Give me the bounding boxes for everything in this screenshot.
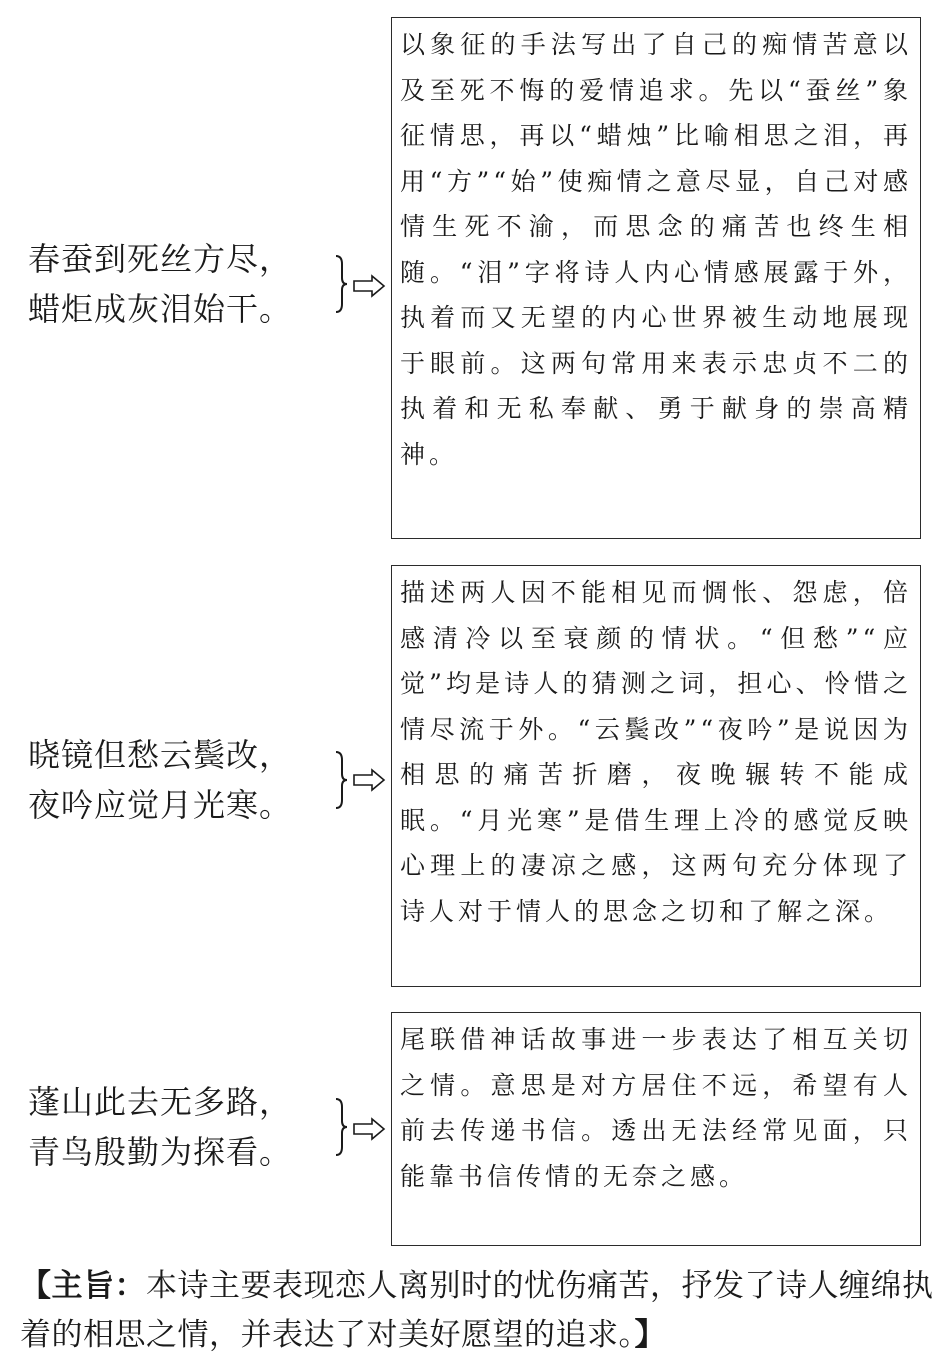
- note-box-2: 描述两人因不能相见而惆怅、怨虑，倍感清冷以至衰颜的情状。“但愁”“应觉”均是诗人的猜测之词，担心、怜惜之情尽流于外。“云鬓改”“夜吟”是说因为相思的痛苦折磨，夜晚辗转不能成眠。“月光寒”是借生理上冷的感觉反映心理上的凄凉之感，这两句充分体现了诗人对于情人的思念之切和了解之深。: [391, 565, 921, 987]
- arrow-right-icon: [352, 274, 386, 298]
- summary-close-bracket: 】: [634, 1317, 666, 1353]
- verse-1-line-2: 蜡炬成灰泪始干。: [28, 290, 293, 328]
- note-box-1: 以象征的手法写出了自己的痴情苦意以及至死不悔的爱情追求。先以“蚕丝”象征情思，再以“蜡烛”比喻相思之泪，再用“方”“始”使痴情之意尽显，自己对感情生死不渝，而思念的痛苦也终生相随。“泪”字将诗人内心情感展露于外，执着而又无望的内心世界被生动地展现于眼前。这两句常用来表示忠贞不二的执着和无私奉献、勇于献身的崇高精神。: [391, 17, 921, 539]
- verse-2-line-2: 夜吟应觉月光寒。: [28, 786, 293, 824]
- summary-paragraph: [20, 1262, 935, 1360]
- brace-icon: [334, 1097, 348, 1157]
- brace-icon: [334, 750, 348, 810]
- summary-open-bracket: 【: [20, 1268, 52, 1304]
- verse-1-line-1: 春蚕到死丝方尽，: [28, 240, 293, 278]
- verse-2-line-1: 晓镜但愁云鬓改，: [28, 736, 293, 774]
- verse-3-line-2: 青鸟殷勤为探看。: [28, 1133, 293, 1171]
- summary-text: 本诗主要表现恋人离别时的忧伤痛苦，抒发了诗人缠绵执着的相思之情，并表达了对美好愿望的追求。: [20, 1268, 934, 1353]
- brace-icon: [334, 254, 348, 314]
- verse-1: [28, 234, 292, 334]
- verse-3-line-1: 蓬山此去无多路，: [28, 1083, 293, 1121]
- arrow-right-icon: [352, 768, 386, 792]
- note-box-3: 尾联借神话故事进一步表达了相互关切之情。意思是对方居住不远，希望有人前去传递书信。透出无法经常见面，只能靠书信传情的无奈之感。: [391, 1012, 921, 1246]
- summary-label: 主旨：: [51, 1268, 146, 1304]
- verse-3: [28, 1077, 292, 1177]
- verse-2: [28, 730, 292, 830]
- arrow-right-icon: [352, 1117, 386, 1141]
